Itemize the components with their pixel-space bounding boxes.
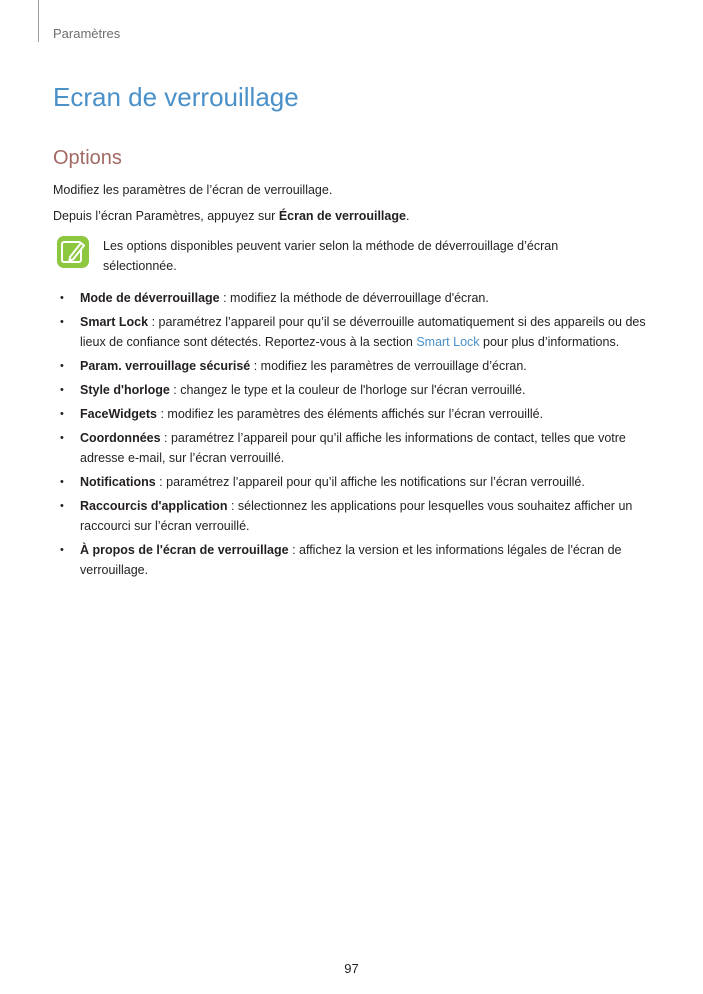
options-list bbox=[58, 288, 658, 584]
bullet-dot: • bbox=[60, 432, 64, 444]
option-description: : paramétrez l’appareil pour qu’il se déverrouille automatiquement si des appareils ou des lieux de confiance sont détectés. Reportez-vous à la section bbox=[80, 315, 646, 349]
intro-line-1: Modifiez les paramètres de l’écran de verrouillage. bbox=[53, 183, 333, 197]
header-rule bbox=[38, 0, 39, 42]
option-term: À propos de l'écran de verrouillage bbox=[80, 543, 289, 557]
bullet-dot: • bbox=[60, 408, 64, 420]
list-item bbox=[58, 288, 658, 308]
note-pencil-icon bbox=[56, 235, 90, 269]
bullet-dot: • bbox=[60, 360, 64, 372]
bullet-dot: • bbox=[60, 292, 64, 304]
running-header: Paramètres bbox=[53, 26, 121, 41]
list-item bbox=[58, 312, 658, 352]
list-item bbox=[58, 472, 658, 492]
option-term: Smart Lock bbox=[80, 315, 149, 329]
bullet-dot: • bbox=[60, 544, 64, 556]
page-title: Ecran de verrouillage bbox=[53, 82, 299, 112]
option-description: : sélectionnez les applications pour lesquelles vous souhaitez afficher un raccourci sur l’écran verrouillé. bbox=[80, 499, 633, 533]
option-description: : paramétrez l’appareil pour qu’il affiche les informations de contact, telles que votre adresse e-mail, sur l’écran verrouillé. bbox=[80, 431, 626, 465]
list-item bbox=[58, 540, 658, 580]
intro-line-2-bold: Écran de verrouillage bbox=[278, 209, 406, 223]
bullet-dot: • bbox=[60, 500, 64, 512]
list-item bbox=[58, 428, 658, 468]
list-item bbox=[58, 356, 658, 376]
list-item bbox=[58, 496, 658, 536]
smart-lock-link[interactable]: Smart Lock bbox=[416, 335, 480, 349]
option-term: Param. verrouillage sécurisé bbox=[80, 359, 251, 373]
bullet-dot: • bbox=[60, 384, 64, 396]
option-description-after: pour plus d’informations. bbox=[479, 335, 620, 349]
option-description: : modifiez les paramètres de verrouillage d’écran. bbox=[250, 359, 527, 373]
list-item bbox=[58, 380, 658, 400]
note-text: Les options disponibles peuvent varier selon la méthode de déverrouillage d’écran sélectionnée. bbox=[103, 239, 559, 273]
option-description: : modifiez les paramètres des éléments affichés sur l’écran verrouillé. bbox=[157, 407, 544, 421]
option-term: FaceWidgets bbox=[80, 407, 157, 421]
option-description: : affichez la version et les informations légales de l'écran de verrouillage. bbox=[80, 543, 622, 577]
option-description: : paramétrez l’appareil pour qu’il affiche les notifications sur l’écran verrouillé. bbox=[155, 475, 585, 489]
section-title: Options bbox=[53, 147, 122, 169]
option-description: : modifiez la méthode de déverrouillage d'écran. bbox=[219, 291, 489, 305]
option-term: Mode de déverrouillage bbox=[80, 291, 220, 305]
page-number: 97 bbox=[344, 961, 359, 976]
list-item bbox=[58, 404, 658, 424]
section-intro bbox=[53, 181, 653, 233]
option-term: Coordonnées bbox=[80, 431, 161, 445]
bullet-dot: • bbox=[60, 476, 64, 488]
intro-line-2-suffix: . bbox=[405, 209, 410, 223]
intro-line-2-prefix: Depuis l’écran Paramètres, appuyez sur bbox=[53, 209, 279, 223]
option-description: : changez le type et la couleur de l'horloge sur l'écran verrouillé. bbox=[169, 383, 526, 397]
option-term: Notifications bbox=[80, 475, 156, 489]
intro-line-2 bbox=[53, 207, 653, 225]
option-term: Raccourcis d'application bbox=[80, 499, 228, 513]
option-term: Style d'horloge bbox=[80, 383, 170, 397]
bullet-dot: • bbox=[60, 316, 64, 328]
